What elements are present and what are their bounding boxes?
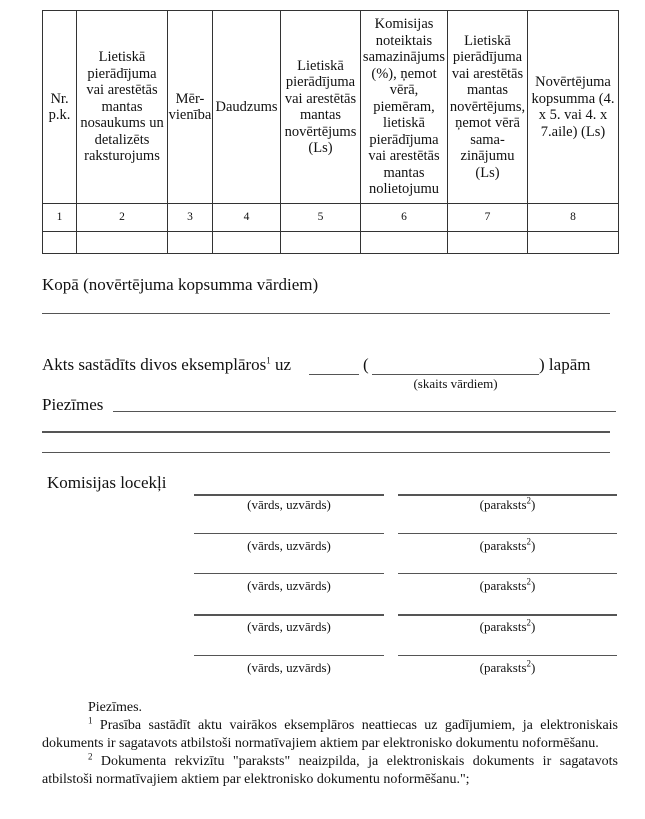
member-signature-hint: (paraksts$^2$) bbox=[479, 536, 536, 553]
header-item-description: Lietiskā pierādījuma vai arestētās mantas nosaukums un detalizēts raksturojums bbox=[77, 11, 168, 204]
member-signature-hint: (paraksts$^2$) bbox=[479, 617, 536, 634]
member-signature-field[interactable] bbox=[398, 614, 617, 616]
pages-count-field[interactable] bbox=[309, 374, 359, 375]
footnote-ref-1: 1 bbox=[266, 355, 271, 366]
member-name-hint: (vārds, uzvārds) bbox=[247, 578, 331, 593]
act-copies-on: uz bbox=[275, 355, 292, 374]
act-copies-line bbox=[42, 355, 291, 375]
total-label: Kopā (novērtējuma kopsumma vārdiem) bbox=[42, 275, 319, 294]
member-name-field[interactable] bbox=[194, 533, 384, 534]
act-copies-label: Akts sastādīts divos eksemplāros bbox=[42, 355, 267, 374]
cell-unit[interactable] bbox=[168, 232, 213, 254]
member-signature-hint: (paraksts$^2$) bbox=[479, 495, 536, 512]
cell-valuation-total[interactable] bbox=[528, 232, 619, 254]
footnotes bbox=[42, 699, 618, 789]
cell-valuation-after-reduction[interactable] bbox=[448, 232, 528, 254]
column-number: 6 bbox=[361, 204, 448, 232]
member-name-field[interactable] bbox=[194, 655, 384, 656]
cell-nr[interactable] bbox=[43, 232, 77, 254]
member-signature-field[interactable] bbox=[398, 573, 617, 574]
member-signature-hint: (paraksts$^2$) bbox=[479, 576, 536, 593]
pages-count-words-field[interactable] bbox=[372, 374, 539, 375]
total-in-words-field[interactable] bbox=[42, 313, 610, 314]
column-number: 4 bbox=[213, 204, 281, 232]
cell-reduction-percent[interactable] bbox=[361, 232, 448, 254]
member-name-field[interactable] bbox=[194, 573, 384, 574]
member-name-hint: (vārds, uzvārds) bbox=[247, 619, 331, 634]
header-unit: Mēr-vienība bbox=[168, 11, 213, 204]
column-number: 5 bbox=[281, 204, 361, 232]
pages-suffix: lapām bbox=[548, 355, 591, 374]
member-name-hint: (vārds, uzvārds) bbox=[247, 538, 331, 553]
column-number: 3 bbox=[168, 204, 213, 232]
header-valuation-after-reduction: Lietiskā pierādījuma vai arestētās mantas novērtējums, ņemot vērā sama-zinājumu (Ls) bbox=[448, 11, 528, 204]
valuation-table bbox=[42, 10, 619, 254]
column-number: 8 bbox=[528, 204, 619, 232]
pages-words-hint: (skaits vārdiem) bbox=[413, 376, 498, 391]
pages-suffix-line bbox=[539, 355, 590, 375]
member-name-field[interactable] bbox=[194, 494, 384, 496]
member-signature-field[interactable] bbox=[398, 655, 617, 656]
header-reduction-percent: Komisijas noteiktais samazinājums (%), ņemot vērā, piemēram, lietiskā pierādījuma vai arestētās mantas nolietojumu bbox=[361, 11, 448, 204]
header-quantity: Daudzums bbox=[213, 11, 281, 204]
open-paren: ( bbox=[363, 355, 369, 374]
column-number-row bbox=[43, 204, 619, 232]
cell-quantity[interactable] bbox=[213, 232, 281, 254]
member-signature-hint: (paraksts$^2$) bbox=[479, 658, 536, 675]
footnote-2: $^2$ Dokumenta rekvizītu "paraksts" neaizpilda, ja elektroniskais dokuments ir sagatavots atbilstoši normatīvajiem aktiem par elektronisko dokumentu noformēšanu."; bbox=[42, 751, 618, 787]
member-signature-field[interactable] bbox=[398, 533, 617, 534]
table-row bbox=[43, 232, 619, 254]
member-name-hint: (vārds, uzvārds) bbox=[247, 660, 331, 675]
cell-valuation[interactable] bbox=[281, 232, 361, 254]
member-signature-field[interactable] bbox=[398, 494, 617, 496]
column-number: 1 bbox=[43, 204, 77, 232]
column-number: 7 bbox=[448, 204, 528, 232]
column-number: 2 bbox=[77, 204, 168, 232]
member-name-hint: (vārds, uzvārds) bbox=[247, 497, 331, 512]
remarks-field-line-3[interactable] bbox=[42, 452, 610, 453]
remarks-field-line-1[interactable] bbox=[113, 411, 616, 412]
member-name-field[interactable] bbox=[194, 614, 384, 616]
header-valuation: Lietiskā pierādījuma vai arestētās mantas novērtējums (Ls) bbox=[281, 11, 361, 204]
remarks-field-line-2[interactable] bbox=[42, 431, 610, 433]
remarks-label: Piezīmes bbox=[42, 395, 104, 414]
commission-label: Komisijas locekļi bbox=[47, 473, 167, 492]
close-paren: ) bbox=[539, 355, 545, 374]
header-nr: Nr. p.k. bbox=[43, 11, 77, 204]
footnotes-title: Piezīmes. bbox=[88, 700, 143, 715]
header-valuation-total: Novērtējuma kopsumma (4. x 5. vai 4. x 7.aile) (Ls) bbox=[528, 11, 619, 204]
footnote-1: $^1$ Prasība sastādīt aktu vairākos eksemplāros neattiecas uz gadījumiem, ja elektroniskais dokuments ir sagatavots atbilstoši normatīvajiem aktiem par elektronisko dokumentu noformēšanu. bbox=[42, 715, 618, 751]
cell-item-description[interactable] bbox=[77, 232, 168, 254]
table-header-row bbox=[43, 11, 619, 204]
